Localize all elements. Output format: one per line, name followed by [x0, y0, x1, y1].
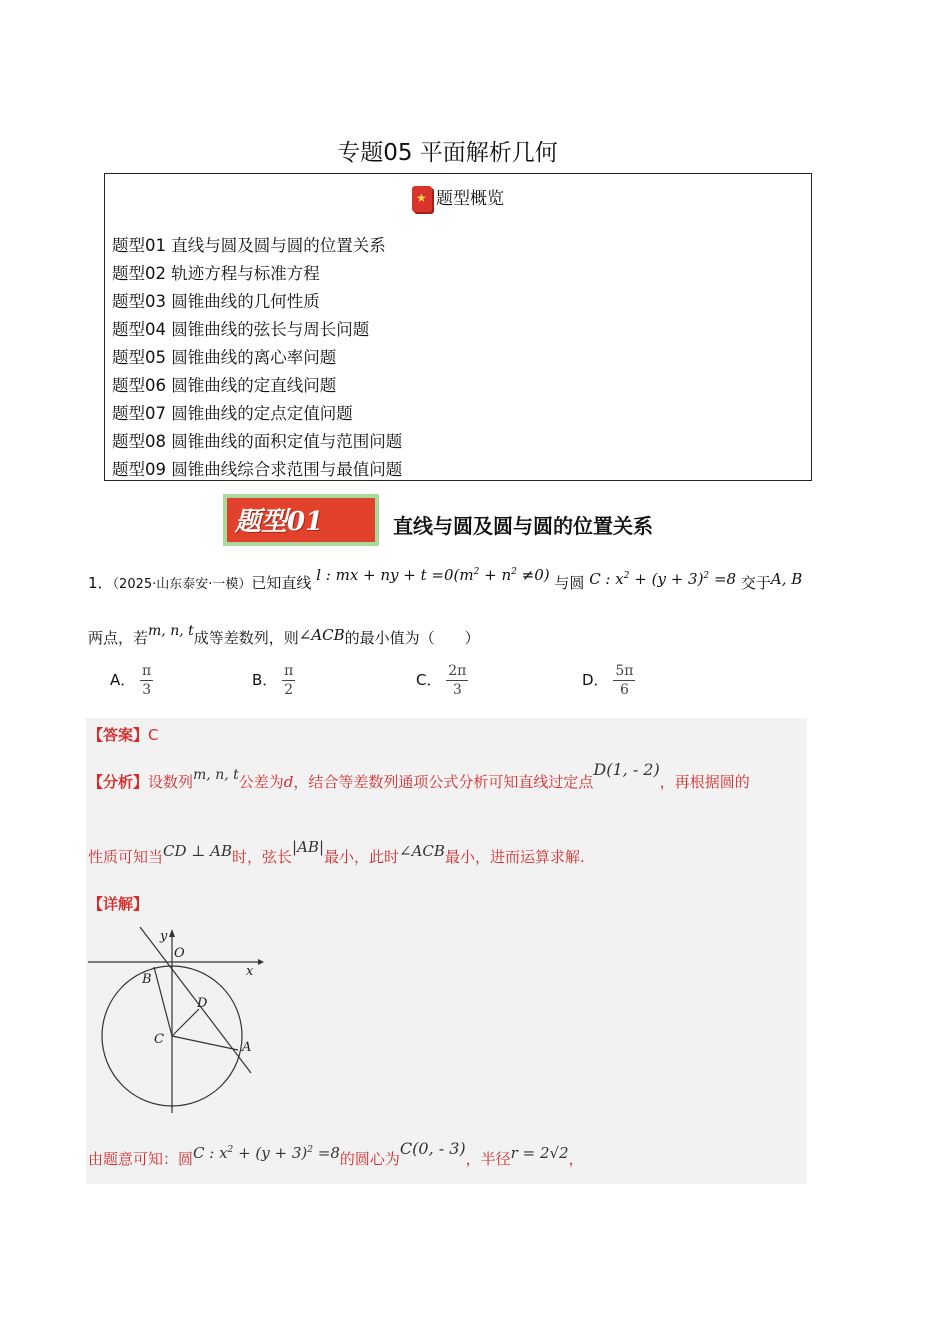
- toc-item-7[interactable]: 题型07 圆锥曲线的定点定值问题: [112, 404, 353, 423]
- label-c: C: [154, 1032, 164, 1047]
- detail-label: 【详解】: [88, 895, 149, 913]
- option-d[interactable]: D． $\frac{5\pi}{6}$: [582, 663, 634, 698]
- toc-item-8[interactable]: 题型08 圆锥曲线的面积定值与范围问题: [112, 432, 403, 451]
- segment-cb: [154, 967, 172, 1036]
- toc-item-9[interactable]: 题型09 圆锥曲线综合求范围与最值问题: [112, 460, 403, 479]
- toc-heading: ★题型概览: [105, 184, 811, 212]
- section-title: 直线与圆及圆与圆的位置关系: [393, 514, 653, 538]
- analysis-line-2: 性质可知当CD ⊥ AB时，弦长|AB|最小，此时∠ACB最小，进而运算求解.: [88, 838, 585, 866]
- toc-item-3[interactable]: 题型03 圆锥曲线的几何性质: [112, 292, 320, 311]
- toc-item-6[interactable]: 题型06 圆锥曲线的定直线问题: [112, 376, 337, 395]
- toc-item-2[interactable]: 题型02 轨迹方程与标准方程: [112, 264, 320, 283]
- page-title: 专题05 平面解析几何: [337, 140, 558, 166]
- solution-line-1: 由题意可知：圆C : $x^2 + (y + 3)^2 =8$的圆心为C(0, - 3)，半径r = 2√2，: [88, 1139, 584, 1168]
- question-line-2: 两点，若m, n, t成等差数列，则∠ACB的最小值为（ ）: [88, 623, 480, 647]
- book-icon: [412, 186, 432, 212]
- toc-item-4[interactable]: 题型04 圆锥曲线的弦长与周长问题: [112, 320, 370, 339]
- option-c[interactable]: C． $\frac{2\pi}{3}$: [416, 663, 467, 698]
- segment-cd: [172, 1009, 199, 1036]
- toc-item-5[interactable]: 题型05 圆锥曲线的离心率问题: [112, 348, 337, 367]
- x-axis-arrow: [258, 959, 264, 965]
- answer-panel: [86, 718, 807, 1184]
- circle-equation-2: C : $x^2 + (y + 3)^2 =8$: [193, 1144, 340, 1162]
- option-a[interactable]: A． $\frac{\pi}{3}$: [110, 663, 152, 698]
- circle-figure: [86, 925, 266, 1115]
- line-equation: l : mx + ny + $t =0(m^2 + n^2 \ne 0)$: [316, 566, 550, 584]
- label-y: y: [160, 929, 168, 944]
- option-b[interactable]: B． $\frac{\pi}{2}$: [252, 663, 294, 698]
- label-o: O: [174, 946, 185, 961]
- answer-line: 【答案】C: [88, 726, 159, 744]
- question-line-1: 1．（2025·山东泰安·一模）已知直线 l : mx + ny + $t =0(m^2 + n^2 \ne 0)$ 与圆 C : $x^2 + (y + 3)^2 =8$ 交于A, B: [88, 566, 803, 592]
- toc-box: [104, 173, 812, 481]
- circle-equation: C : $x^2 + (y + 3)^2 =8$: [589, 570, 737, 588]
- label-b: B: [142, 972, 152, 987]
- section-banner: 题型01: [223, 494, 379, 546]
- label-d: D: [197, 996, 208, 1011]
- analysis-line-1: 【分析】设数列m, n, t公差为d，结合等差数列通项公式分析可知直线过定点D(1, - 2)，再根据圆的: [88, 760, 750, 791]
- label-x: x: [246, 964, 254, 979]
- line-l: [140, 927, 251, 1073]
- y-axis-arrow: [169, 929, 175, 937]
- toc-item-1[interactable]: 题型01 直线与圆及圆与圆的位置关系: [112, 236, 386, 255]
- label-a: A: [242, 1040, 252, 1055]
